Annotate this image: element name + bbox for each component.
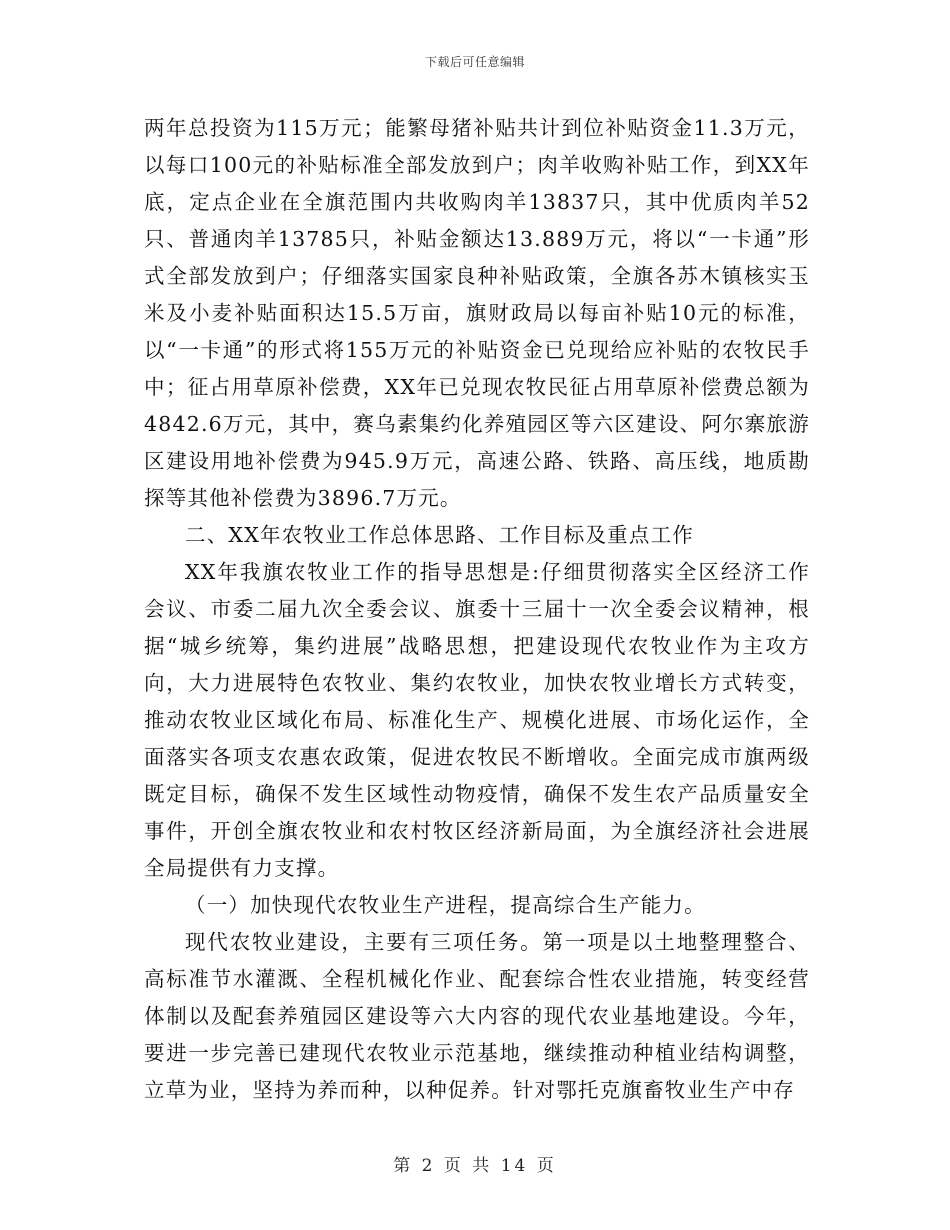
paragraph-subsidy-summary: 两年总投资为115万元；能繁母猪补贴共计到位补贴资金11.3万元，以每口100元的补贴标准全部发放到户；肉羊收购补贴工作，到XX年底，定点企业在全旗范围内共收购肉羊13837只，其中优质肉羊52只、普通肉羊13785只，补贴金额达13.889万元，将以“一卡通”形式全部发放到户；仔细落实国家良种补贴政策，全旗各苏木镇核实玉米及小麦补贴面积达15.5万亩，旗财政局以每亩补贴10元的标准，以“一卡通”的形式将155万元的补贴资金已兑现给应补贴的农牧民手中；征占用草原补偿费，XX年已兑现农牧民征占用草原补偿费总额为4842.6万元，其中，赛乌素集约化养殖园区等六区建设、阿尔寨旅游区建设用地补偿费为945.9万元，高速公路、铁路、高压线，地质勘探等其他补偿费为3896.7万元。 bbox=[144, 116, 810, 510]
page-number-footer: 第 2 页 共 14 页 bbox=[393, 1156, 557, 1176]
subsection-heading-1: （一）加快现代农牧业生产进程，提高综合生产能力。 bbox=[185, 893, 706, 917]
paragraph-guiding-ideology: XX年我旗农牧业工作的指导思想是:仔细贯彻落实全区经济工作会议、市委二届九次全委会议、旗委十三届十一次全委会议精神，根据“城乡统筹，集约进展”战略思想，把建设现代农牧业作为主攻方向，大力进展特色农牧业、集约农牧业，加快农牧业增长方式转变，推动农牧业区域化布局、标准化生产、规模化进展、市场化运作，全面落实各项支农惠农政策，促进农牧民不断增收。全面完成市旗两级既定目标，确保不发生区域性动物疫情，确保不发生农产品质量安全事件，开创全旗农牧业和农村牧区经济新局面，为全旗经济社会进展全局提供有力支撑。 bbox=[144, 560, 810, 880]
header-note: 下载后可任意编辑 bbox=[424, 55, 525, 69]
paragraph-modern-agriculture: 现代农牧业建设，主要有三项任务。第一项是以土地整理整合、高标准节水灌溉、全程机械化作业、配套综合性农业措施，转变经营体制以及配套养殖园区建设等六大内容的现代农业基地建设。今年，要进一步完善已建现代农牧业示范基地，继续推动种植业结构调整，立草为业，坚持为养而种，以种促养。针对鄂托克旗畜牧业生产中存 bbox=[144, 930, 810, 1102]
section-heading-2: 二、XX年农牧业工作总体思路、工作目标及重点工作 bbox=[185, 523, 694, 547]
document-body bbox=[144, 110, 810, 1109]
